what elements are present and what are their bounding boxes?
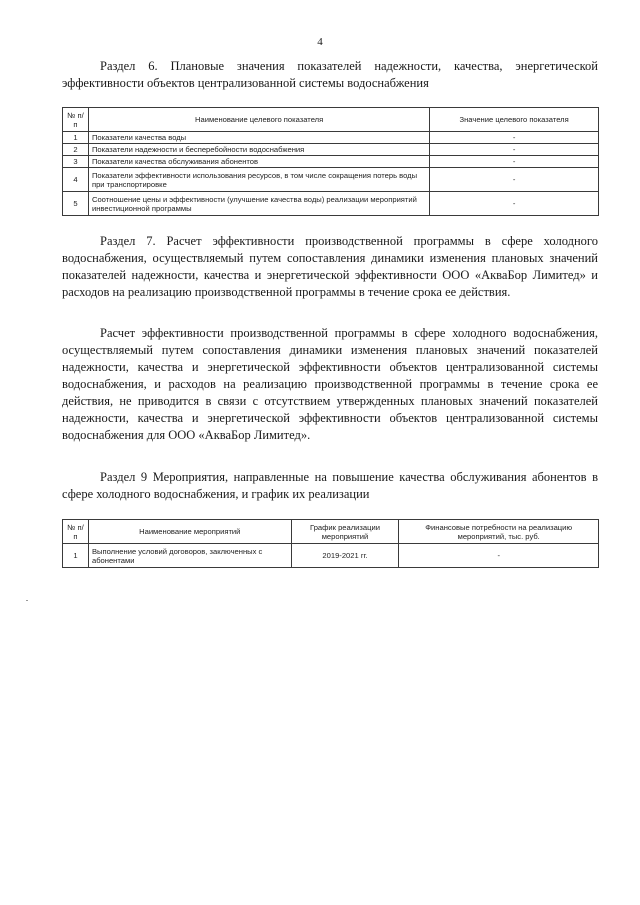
section-6-table (62, 107, 599, 216)
col-header-number: № п/п (63, 108, 89, 132)
row-name: Соотношение цены и эффективности (улучшение качества воды) реализации мероприятий инвестиционной программы (88, 192, 429, 216)
section-9-heading-text: Раздел 9 Мероприятия, направленные на повышение качества обслуживания абонентов в сфере холодного водоснабжения, и график их реализации (62, 470, 598, 501)
row-value: - (430, 144, 599, 156)
row-name: Показатели надежности и бесперебойности водоснабжения (88, 144, 429, 156)
table-row (63, 192, 599, 216)
page-number: 4 (317, 36, 323, 48)
row-number: 1 (63, 544, 89, 568)
table-header-row (63, 108, 599, 132)
scan-speck (26, 600, 28, 601)
col-header-schedule: График реализации мероприятий (291, 520, 399, 544)
row-value: - (430, 168, 599, 192)
row-name: Показатели качества воды (88, 132, 429, 144)
row-number: 5 (63, 192, 89, 216)
col-header-number: № п/п (63, 520, 89, 544)
row-number: 2 (63, 144, 89, 156)
row-finance: - (399, 544, 599, 568)
row-schedule: 2019-2021 гг. (291, 544, 399, 568)
table-row (63, 132, 599, 144)
table-row (63, 544, 599, 568)
table-row (63, 168, 599, 192)
table-row (63, 156, 599, 168)
section-7-paragraph-text: Расчет эффективности производственной программы в сфере холодного водоснабжения, осуществляемый путем сопоставления динамики изменения плановых значений показателей надежности, качества и энергетической эффективности объектов централизованной системы водоснабжения, и расходов на реализацию производственной программы в течение срока ее действия, не приводится в связи с отсутствием утвержденных плановых значений показателей надежности, качества и энергетической эффективности объектов централизованной системы водоснабжения для ООО «АкваБор Лимитед». (62, 326, 598, 442)
section-7-heading-text: Раздел 7. Расчет эффективности производственной программы в сфере холодного водоснабжения, осуществляемый путем сопоставления динамики изменения плановых значений показателей надежности, качества и энергетической эффективности ООО «АкваБор Лимитед» и расходов на реализацию производственной программы в течение срока ее действия. (62, 234, 598, 299)
row-number: 4 (63, 168, 89, 192)
row-value: - (430, 192, 599, 216)
row-number: 3 (63, 156, 89, 168)
row-name: Показатели эффективности использования ресурсов, в том числе сокращения потерь воды при транспортировке (88, 168, 429, 192)
section-7-paragraph (62, 325, 598, 444)
table-row (63, 144, 599, 156)
section-6-heading: Раздел 6. Плановые значения показателей надежности, качества, энергетической эффективности объектов централизованной системы водоснабжения (62, 59, 598, 90)
col-header-indicator-name: Наименование целевого показателя (88, 108, 429, 132)
section-9-heading (62, 469, 598, 503)
section-7-heading (62, 233, 598, 301)
col-header-indicator-value: Значение целевого показателя (430, 108, 599, 132)
row-value: - (430, 132, 599, 144)
row-name: Показатели качества обслуживания абонентов (88, 156, 429, 168)
row-name: Выполнение условий договоров, заключенных с абонентами (88, 544, 291, 568)
row-number: 1 (63, 132, 89, 144)
table-header-row (63, 520, 599, 544)
col-header-measure-name: Наименование мероприятий (88, 520, 291, 544)
row-value: - (430, 156, 599, 168)
col-header-finance: Финансовые потребности на реализацию мероприятий, тыс. руб. (399, 520, 599, 544)
section-9-table (62, 519, 599, 568)
